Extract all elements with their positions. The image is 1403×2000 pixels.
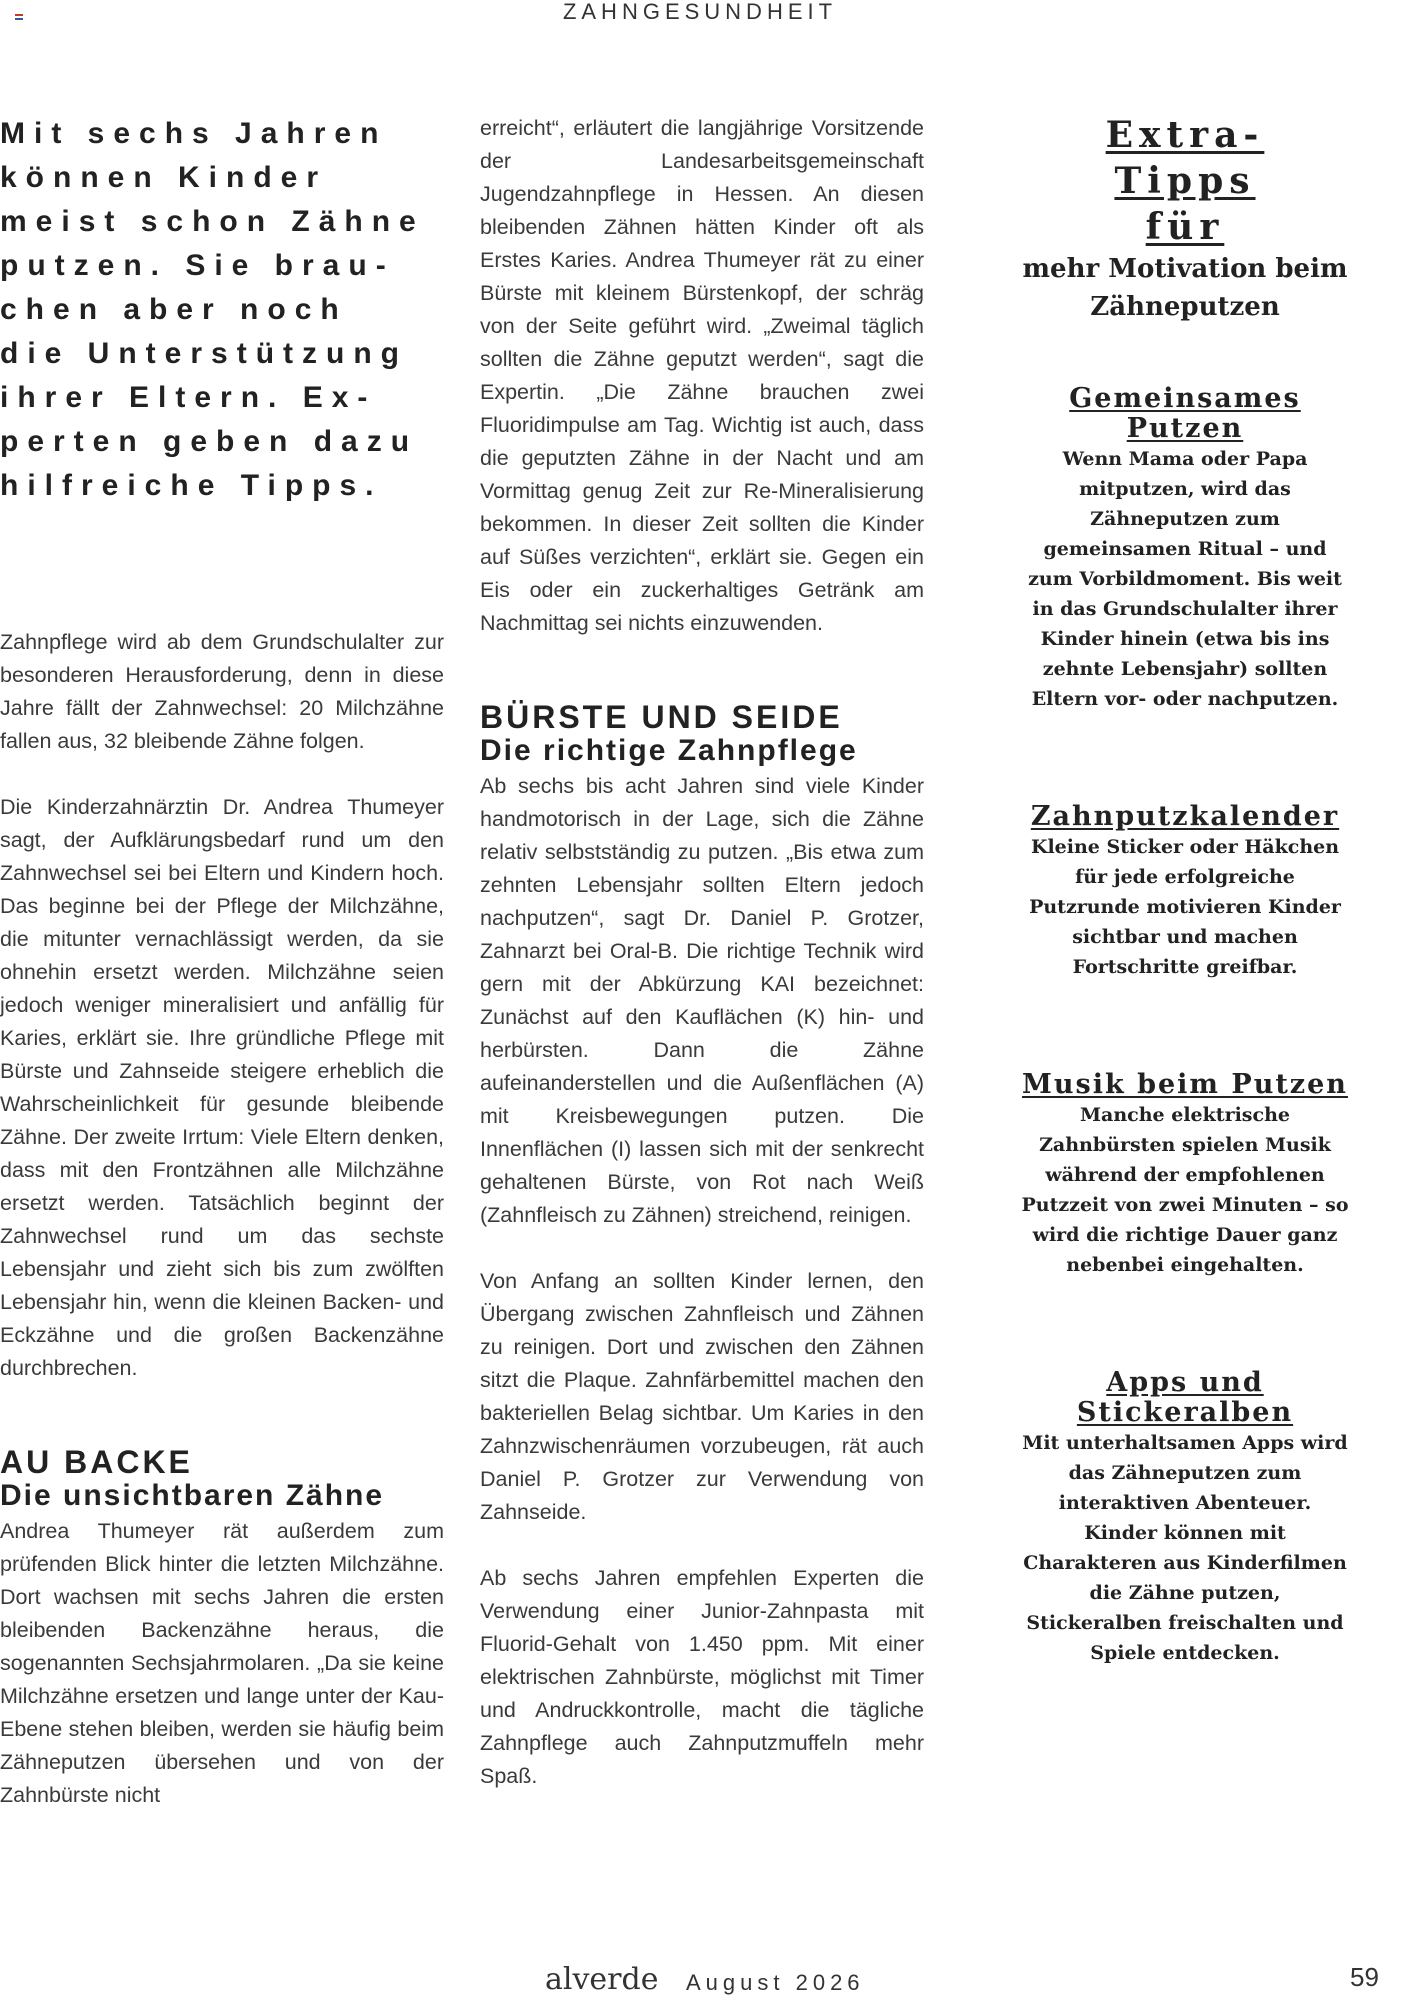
- section-subheading: Die unsichtbaren Zähne: [0, 1479, 385, 1512]
- sidebar-title: Tipps: [1114, 160, 1256, 202]
- body-paragraph: Ab sechs bis acht Jahren sind viele Kinder handmotorisch in der Lage, sich die Zähne relativ selbstständig zu putzen. „Bis etwa zum zehnten Lebensjahr sollten Eltern jedoch nachputzen“, sagt Dr. Daniel P. Grotzer, Zahnarzt bei Oral-B. Die richtige Technik wird gern mit der Abkürzung KAI bezeichnet: Zunächst auf den Kauflächen (K) hin- und herbürsten. Dann die Zähne aufeinanderstellen und die Außenflächen (A) mit Kreisbewegungen putzen. Die Innenflächen (I) lassen sich mit der senkrecht gehaltenen Bürste, von Rot nach Weiß (Zahnfleisch zu Zähnen) streichend, reinigen.: [480, 774, 924, 1227]
- flag-mark-icon: [15, 14, 23, 20]
- tip-title: Musik beim Putzen: [1022, 1069, 1348, 1100]
- middle-column: [480, 112, 924, 1793]
- lead-line: putzen. Sie brau-: [0, 249, 395, 282]
- issue-date: August 2026: [686, 1970, 865, 1995]
- brand-logo: alverde: [545, 1962, 659, 1997]
- lead-line: können Kinder: [0, 161, 328, 194]
- page-header: [0, 0, 1403, 40]
- page-number: 59: [1350, 1962, 1379, 1992]
- body-paragraph: Von Anfang an sollten Kinder lernen, den Übergang zwischen Zahnfleisch und Zähnen zu reinigen. Dort und zwischen den Zähnen sitzt die Plaque. Zahnfärbemittel machen den bakteriellen Belag sichtbar. Um Karies in den Zahnzwischenräumen vorzubeugen, rät auch Daniel P. Grotzer zur Verwendung von Zahnseide.: [480, 1269, 924, 1524]
- lead-line: perten geben dazu: [0, 425, 419, 458]
- sidebar-title: Extra-: [1105, 114, 1265, 156]
- body-paragraph: Die Kinderzahnärztin Dr. Andrea Thumeyer sagt, der Aufklärungsbedarf rund um den Zahnwechsel sei bei Eltern und Kindern hoch. Das beginne bei der Pflege der Milchzähne, die mitunter vernachlässigt werden, da sie ohnehin ersetzt werden. Milchzähne seien jedoch weniger mineralisiert und anfällig für Karies, erklärt sie. Ihre gründliche Pflege mit Bürste und Zahnseide steigere erheblich die Wahrscheinlichkeit für gesunde bleibende Zähne. Der zweite Irrtum: Viele Eltern denken, dass mit den Frontzähnen alle Milchzähne ersetzt werden. Tatsächlich beginnt der Zahnwechsel rund um das sechste Lebensjahr und zieht sich bis zum zwölften Lebensjahr hin, wenn die kleinen Backen- und Eckzähne und die großen Backenzähne durchbrechen.: [0, 795, 444, 1380]
- tip-item: [1020, 384, 1350, 714]
- lead-line: ihrer Eltern. Ex-: [0, 381, 377, 414]
- tip-item: [1020, 802, 1350, 982]
- tip-item: [1020, 1070, 1350, 1280]
- lead-line: Mit sechs Jahren: [0, 117, 388, 150]
- tip-item: [1020, 1368, 1350, 1668]
- section-label: ZAHNGESUNDHEIT: [562, 0, 838, 24]
- body-paragraph: Andrea Thumeyer rät außerdem zum prüfenden Blick hinter die letzten Milchzähne. Dort wachsen mit sechs Jahren die ersten bleibenden Backenzähne heraus, die sogenannten Sechsjahrmolaren. „Da sie keine Milchzähne ersetzen und lange unter der Kau-Ebene stehen bleiben, werden sie häufig beim Zähneputzen übersehen und von der Zahnbürste nicht: [0, 1519, 444, 1807]
- body-paragraph: Ab sechs Jahren empfehlen Experten die Verwendung einer Junior-Zahnpasta mit Fluorid-Gehalt von 1.450 ppm. Mit einer elektrischen Zahnbürste, möglichst mit Timer und Andruckkontrolle, macht die tägliche Zahnpflege auch Zahnputzmuffeln mehr Spaß.: [480, 1566, 924, 1788]
- lead-line: die Unterstützung: [0, 337, 408, 370]
- tip-text: Manche elektrische Zahnbürsten spielen Musik während der empfohlenen Putzzeit von zwei Minuten – so wird die richtige Dauer ganz nebenbei eingehalten.: [1021, 1104, 1349, 1276]
- section-heading: AU BACKE: [0, 1444, 193, 1480]
- tip-title: Apps und Stickeralben: [1076, 1367, 1294, 1428]
- lead-line: chen aber noch: [0, 293, 348, 326]
- tips-sidebar: [1020, 112, 1350, 1668]
- tip-title: Gemeinsames Putzen: [1069, 383, 1301, 444]
- body-paragraph: erreicht“, erläutert die langjährige Vorsitzende der Landesarbeitsgemeinschaft Jugendzahnpflege in Hessen. An diesen bleibenden Zähnen hätten Kinder oft als Erstes Karies. Andrea Thumeyer rät zu einer Bürste mit kleinem Bürstenkopf, der schräg von der Seite geführt wird. „Zweimal täglich sollten die Zähne geputzt werden“, sagt die Expertin. „Die Zähne brauchen zwei Fluoridimpulse am Tag. Wichtig ist auch, dass die geputzten Zähne in der Nacht und am Vormittag genug Zeit zur Re-Mineralisierung bekommen. In dieser Zeit sollten die Kinder auf Süßes verzichten“, erklärt sie. Gegen ein Eis oder ein zuckerhaltiges Getränk am Nachmittag sei nichts einzuwenden.: [480, 116, 924, 635]
- tip-text: Mit unterhaltsamen Apps wird das Zähneputzen zum interaktiven Abenteuer. Kinder können mit Charakteren aus Kinderfilmen die Zähne putzen, Stickeralben freischalten und Spiele entdecken.: [1022, 1432, 1348, 1664]
- lead-line: hilfreiche Tipps.: [0, 469, 383, 502]
- lead-paragraph: [0, 112, 444, 508]
- sidebar-title: für: [1145, 206, 1225, 248]
- tip-text: Kleine Sticker oder Häkchen für jede erfolgreiche Putzrunde motivieren Kinder sichtbar und machen Fortschritte greifbar.: [1029, 836, 1341, 978]
- tip-text: Wenn Mama oder Papa mitputzen, wird das Zähneputzen zum gemeinsamen Ritual – und zum Vorbildmoment. Bis weit in das Grundschulalter ihrer Kinder hinein (etwa bis ins zehnte Lebensjahr) sollten Eltern vor- oder nachputzen.: [1028, 448, 1342, 710]
- sidebar-subtitle: mehr Motivation beim Zähneputzen: [1022, 254, 1348, 322]
- lead-line: meist schon Zähne: [0, 205, 425, 238]
- section-subheading: Die richtige Zahnpflege: [480, 734, 858, 767]
- left-column: [0, 112, 444, 1812]
- body-paragraph: Zahnpflege wird ab dem Grundschulalter zur besonderen Herausforderung, denn in diese Jahre fällt der Zahnwechsel: 20 Milchzähne fallen aus, 32 bleibende Zähne folgen.: [0, 630, 444, 753]
- tip-title: Zahnputzkalender: [1030, 801, 1340, 832]
- section-heading: BÜRSTE UND SEIDE: [480, 699, 843, 735]
